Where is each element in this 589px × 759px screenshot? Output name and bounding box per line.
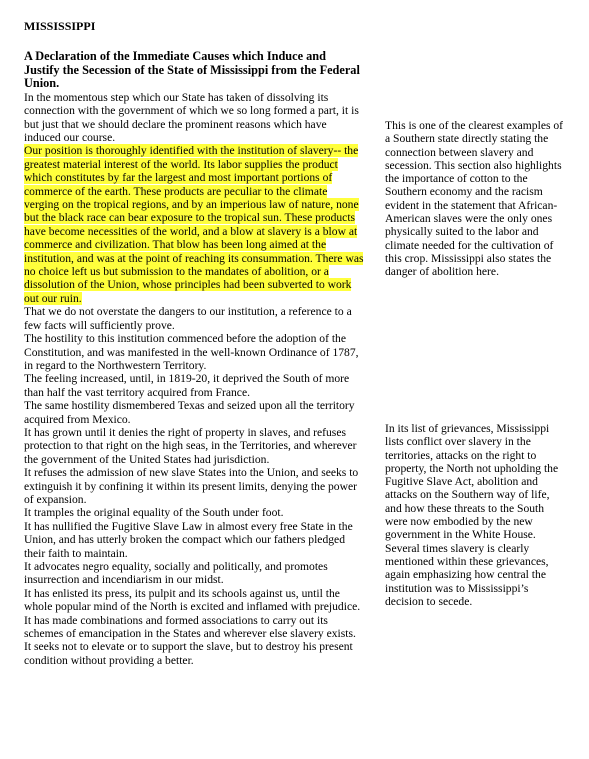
paragraph-5: It has grown until it denies the right of property in slaves, and refuses protection to that right on the high seas, in the Territories, and wherever the government of the United States had jurisdiction.: [24, 425, 357, 466]
highlighted-text: Our position is thoroughly identified with the institution of slavery-- the greatest material interest of the world. Its labor supplies the product which constitutes by far the largest and most important portions of commerce of the earth. These products are peculiar to the climate verging on the tropical regions, and by an imperious law of nature, none but the black race can bear exposure to the tropical sun. These products have become necessities of the world, and a blow at slavery is a blow at commerce and civilization. That blow has been long aimed at the institution, and was at the point of reaching its consummation. There was no choice left us but submission to the mandates of abolition, or a dissolution of the Union, whose principles had been subverted to work out our ruin.: [24, 144, 364, 305]
declaration-text: [24, 50, 364, 667]
paragraph-4: The same hostility dismembered Texas and seized upon all the territory acquired from Mexico.: [24, 399, 355, 426]
paragraph-7: It tramples the original equality of the South under foot.: [24, 506, 284, 520]
annotation-grievances: In its list of grievances, Mississippi lists conflict over slavery in the territories, attacks on the right to property, the North not upholding the Fugitive Slave Act, abolition and attacks on the Southern way of life, and how these threats to the South were now embodied by the new government in the White House. Several times slavery is clearly mentioned within these grievances, again emphasizing how central the institution was to Mississippi’s decision to secede.: [385, 422, 559, 608]
paragraph-8: It has nullified the Fugitive Slave Law in almost every free State in the Union, and has utterly broken the compact which our fathers pledged their faith to maintain.: [24, 519, 353, 560]
paragraph-11: It has made combinations and formed associations to carry out its schemes of emancipation in the States and wherever else slavery exists.: [24, 613, 356, 641]
annotation-slavery-secession: This is one of the clearest examples of a Southern state directly stating the connection between slavery and secession. This section also highlights the importance of cotton to the Southern economy and the racism evident in the statement that African-American slaves were the only ones physically suited to the labor and climate needed for the cultivation of this crop. Mississippi also states the danger of abolition here.: [385, 119, 564, 279]
declaration-heading: A Declaration of the Immediate Causes which Induce and Justify the Secession of the State of Mississippi from the Federal Union.: [24, 49, 360, 91]
paragraph-3: The feeling increased, until, in 1819-20, it deprived the South of more than half the vast territory acquired from France.: [24, 372, 350, 399]
paragraph-1: That we do not overstate the dangers to our institution, a reference to a few facts will sufficiently prove.: [24, 305, 352, 332]
paragraph-6: It refuses the admission of new slave States into the Union, and seeks to extinguish it by confining it within its present limits, denying the power of expansion.: [24, 466, 359, 506]
paragraph-12: It seeks not to elevate or to support the slave, but to destroy his present condition without providing a better.: [24, 640, 353, 667]
highlighted-passage: [24, 144, 364, 305]
intro-paragraph: In the momentous step which our State has taken of dissolving its connection with the government of which we so long formed a part, it is but just that we should declare the prominent reasons which have induced our course.: [24, 90, 359, 144]
paragraph-9: It advocates negro equality, socially and politically, and promotes insurrection and incendiarism in our midst.: [24, 560, 328, 587]
page-title: MISSISSIPPI: [24, 19, 96, 33]
paragraph-2: The hostility to this institution commenced before the adoption of the Constitution, and was manifested in the well-known Ordinance of 1787, in regard to the Northwestern Territory.: [24, 332, 359, 372]
paragraph-10: It has enlisted its press, its pulpit and its schools against us, until the whole popular mind of the North is excited and inflamed with prejudice.: [24, 586, 361, 614]
